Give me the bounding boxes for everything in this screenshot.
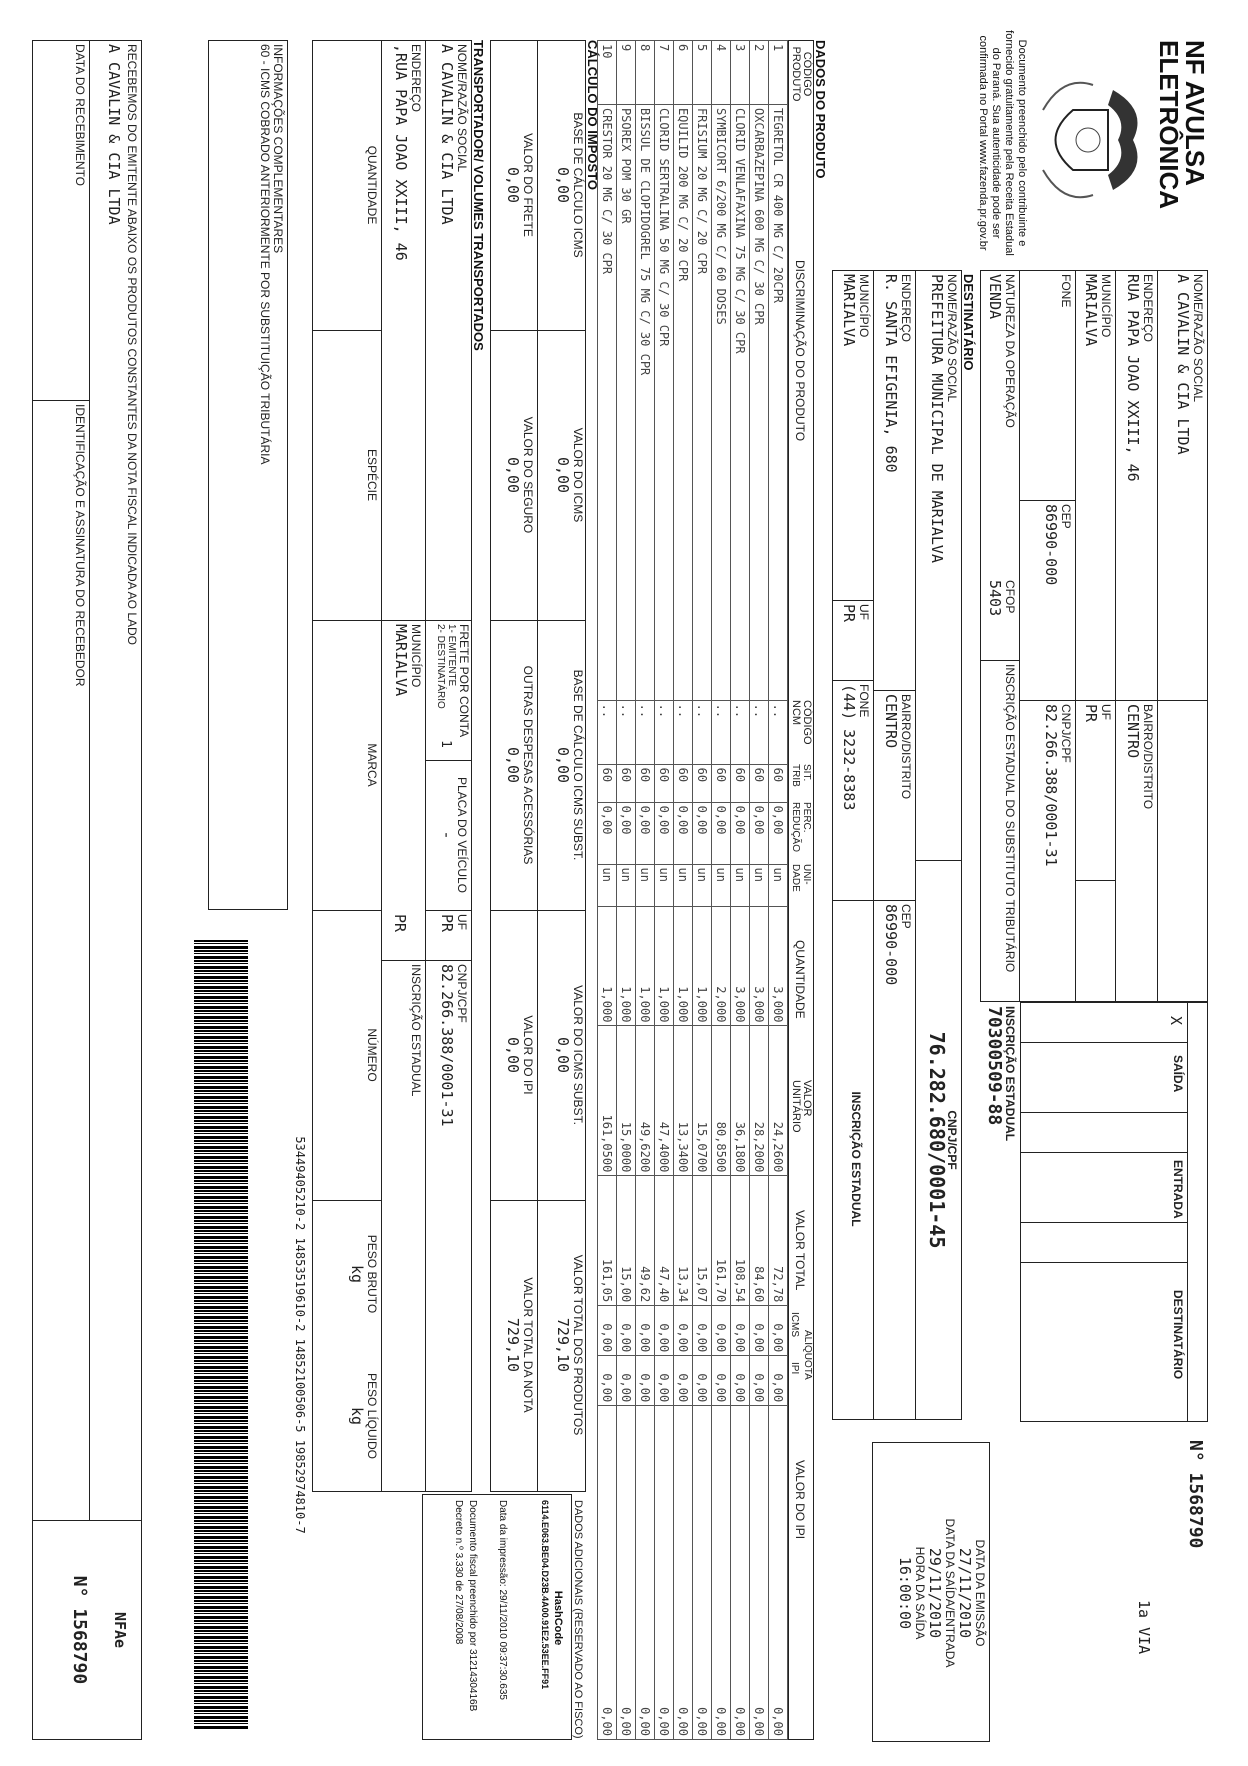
product-cell: 1,000 — [693, 906, 712, 1026]
product-cell: 0,00 — [674, 1406, 693, 1740]
product-cell: 0,00 — [693, 1306, 712, 1356]
transp-endereco: ,RUA PAPA JOAO XXIII, 46 — [392, 44, 410, 261]
product-cell: 60 — [731, 764, 750, 802]
saida-check-mark: X — [1167, 1016, 1185, 1026]
dest-uf: PR — [840, 604, 858, 623]
product-cell: OXCARBAZEPINA 600 MG C/ 30 CPR — [750, 104, 769, 700]
product-cell: 60 — [617, 764, 636, 802]
product-cell: 0,00 — [617, 1356, 636, 1406]
col-discriminacao: DISCRIMINAÇÃO DO PRODUTO — [793, 260, 807, 442]
product-cell: 0,00 — [731, 1356, 750, 1406]
product-cell: 0,00 — [598, 802, 617, 864]
valor-icms-label: VALOR DO ICMS — [571, 427, 585, 523]
impressao-text: Data da impressão: 29/11/2010 09:37:30.635 — [497, 1500, 508, 1700]
product-cell: .. — [731, 700, 750, 764]
product-cell: .. — [693, 700, 712, 764]
product-cell: .. — [636, 700, 655, 764]
valor-icms-value: 0,00 — [554, 456, 572, 494]
product-cell: 47,40 — [655, 1176, 674, 1306]
product-cell: 15,0700 — [693, 1026, 712, 1176]
natureza-label: NATUREZA DA OPERAÇÃO — [1003, 274, 1017, 428]
product-cell: 161,05 — [598, 1176, 617, 1306]
product-cell: 49,62 — [636, 1176, 655, 1306]
dest-cnpj-label: CNPJ/CPF — [945, 1110, 959, 1170]
product-cell: PSOREX POM 30 GR — [617, 104, 636, 700]
dest-cep: 86990-000 — [882, 904, 900, 986]
product-cell: 60 — [655, 764, 674, 802]
product-cell: un — [731, 864, 750, 906]
product-cell: 0,00 — [636, 1306, 655, 1356]
product-cell: 13,34 — [674, 1176, 693, 1306]
outras-value: 0,00 — [504, 746, 522, 784]
product-cell: 0,00 — [674, 1356, 693, 1406]
transp-uf2: PR — [391, 914, 409, 933]
product-cell: .. — [674, 700, 693, 764]
product-cell: .. — [598, 700, 617, 764]
frete-conta-label: FRETE POR CONTA — [457, 624, 471, 738]
product-row — [712, 41, 731, 1740]
product-cell: 10 — [598, 41, 617, 105]
product-cell: 2 — [750, 41, 769, 105]
decreto-text: Decreto n.º 3.330 de 27/08/2008 — [453, 1500, 464, 1645]
product-cell: 0,00 — [636, 802, 655, 864]
product-cell: 0,00 — [769, 1356, 788, 1406]
product-row — [731, 41, 750, 1740]
emitente-endereco: RUA PAPA JOAO XXIII, 46 — [1124, 274, 1142, 482]
product-cell: 13,3400 — [674, 1026, 693, 1176]
product-row — [693, 41, 712, 1740]
product-cell: 6 — [674, 41, 693, 105]
emitente-nome: A CAVALIN & CIA LTDA — [1174, 274, 1192, 455]
title-line2: ELETRÔNICA — [1154, 40, 1184, 209]
product-cell: 0,00 — [655, 802, 674, 864]
col-sit-trib: SIT. TRIB — [790, 764, 812, 787]
product-cell: 60 — [769, 764, 788, 802]
emitente-cnpj-label: CNPJ/CPF — [1059, 704, 1073, 763]
marca-label: MARCA — [365, 743, 379, 787]
product-cell: un — [693, 864, 712, 906]
product-row — [617, 41, 636, 1740]
col-codigo: CÓDIGO PRODUTO — [790, 46, 813, 102]
numero-label: NÚMERO — [365, 1028, 379, 1082]
transp-uf-label: UF — [455, 914, 469, 930]
product-cell: 1,000 — [636, 906, 655, 1026]
col-valor-total: VALOR TOTAL — [793, 1210, 807, 1291]
product-cell: TEGRETOL CR 400 MG C/ 20CPR — [769, 104, 788, 700]
col-ipi: IPI — [789, 1362, 800, 1375]
product-cell: 0,00 — [712, 802, 731, 864]
product-row — [674, 41, 693, 1740]
recibo-emitente: A CAVALIN & CIA LTDA — [105, 44, 123, 225]
product-cell: 0,00 — [769, 1306, 788, 1356]
transp-uf: PR — [438, 914, 456, 933]
product-cell: 0,00 — [636, 1406, 655, 1740]
product-cell: 0,00 — [693, 1406, 712, 1740]
product-cell: 0,00 — [598, 1356, 617, 1406]
product-cell: 28,2000 — [750, 1026, 769, 1176]
base-subst-value: 0,00 — [554, 746, 572, 784]
product-cell: 15,0000 — [617, 1026, 636, 1176]
product-cell: 0,00 — [636, 1356, 655, 1406]
emitente-bairro: CENTRO — [1124, 704, 1142, 759]
product-cell: 161,70 — [712, 1176, 731, 1306]
product-row — [636, 41, 655, 1740]
product-cell: 0,00 — [598, 1306, 617, 1356]
product-cell: .. — [617, 700, 636, 764]
total-prod-label: VALOR TOTAL DOS PRODUTOS — [571, 1254, 585, 1436]
product-cell: 5 — [693, 41, 712, 105]
product-cell: 0,00 — [712, 1356, 731, 1406]
product-cell: un — [712, 864, 731, 906]
recibo-assinatura-label: IDENTIFICAÇÃO E ASSINATURA DO RECEBEDOR — [73, 404, 87, 687]
peso-bruto-value: kg — [348, 1264, 366, 1284]
emitente-uf: PR — [1082, 704, 1100, 723]
product-cell: 80,8500 — [712, 1026, 731, 1176]
product-cell: 4 — [712, 41, 731, 105]
transp-municipio-label: MUNICÍPIO — [409, 624, 423, 688]
frete-label: VALOR DO FRETE — [521, 133, 535, 237]
col-aliquota: ALÍQUOTA — [802, 1330, 813, 1380]
frete-opt-emitente: 1- EMITENTE — [446, 624, 457, 687]
product-cell: 1,000 — [617, 906, 636, 1026]
col-quantidade: QUANTIDADE — [793, 940, 807, 1019]
preenchido-text: Documento fiscal preenchido por 3121430416B — [467, 1500, 478, 1712]
product-cell: 0,00 — [750, 1306, 769, 1356]
destinatario-tipo-label: DESTINATÁRIO — [1171, 1290, 1185, 1380]
product-cell: 108,54 — [731, 1176, 750, 1306]
base-icms-value: 0,00 — [554, 166, 572, 204]
product-cell: 1 — [769, 41, 788, 105]
product-cell: 0,00 — [731, 1406, 750, 1740]
emitente-insc-label: INSCRIÇÃO ESTADUAL — [1003, 1006, 1017, 1142]
outras-label: OUTRAS DESPESAS ACESSÓRIAS — [521, 665, 535, 865]
entrada-label: ENTRADA — [1171, 1160, 1185, 1219]
transportador-section-title: TRANSPORTADOR/ VOLUMES TRANSPORTADOS — [471, 40, 486, 351]
product-cell: 0,00 — [769, 802, 788, 864]
nf-number: N° 1568790 — [1185, 1440, 1206, 1549]
col-unidade: UNI-DADE — [790, 864, 812, 892]
product-cell: .. — [655, 700, 674, 764]
product-cell: EQUILID 200 MG C/ 20 CPR — [674, 104, 693, 700]
dest-uf-label: UF — [857, 604, 871, 620]
product-cell: 24,2600 — [769, 1026, 788, 1176]
product-cell: 0,00 — [712, 1406, 731, 1740]
product-cell: 0,00 — [674, 802, 693, 864]
saida-data-label: DATA DA SAÍDA/ENTRADA — [943, 1518, 957, 1668]
product-cell: 0,00 — [655, 1356, 674, 1406]
product-cell: 15,07 — [693, 1176, 712, 1306]
product-cell: 0,00 — [598, 1406, 617, 1740]
product-cell: 60 — [598, 764, 617, 802]
info-label: INFORMAÇÕES COMPLEMENTARES — [271, 44, 285, 254]
peso-liquido-label: PESO LÍQUIDO — [365, 1372, 379, 1460]
product-cell: 0,00 — [750, 802, 769, 864]
product-cell: 0,00 — [655, 1406, 674, 1740]
frete-conta-value: 1 — [438, 740, 453, 748]
product-cell: 60 — [693, 764, 712, 802]
product-cell: un — [617, 864, 636, 906]
dest-fone: (44) 3232-8383 — [840, 684, 858, 811]
product-cell: 60 — [712, 764, 731, 802]
product-cell: un — [750, 864, 769, 906]
product-cell: CRESTOR 20 MG C/ 30 CPR — [598, 104, 617, 700]
transp-nome-label: NOME/RAZÃO SOCIAL — [455, 44, 469, 173]
total-nota-label: VALOR TOTAL DA NOTA — [521, 1277, 535, 1413]
col-valor-unitario: VALOR UNITÁRIO — [790, 1080, 813, 1133]
product-cell: .. — [750, 700, 769, 764]
base-subst-label: BASE DE CÁLCULO ICMS SUBST. — [571, 669, 585, 861]
emitente-cep: 86990-000 — [1042, 504, 1060, 586]
seguro-label: VALOR DO SEGURO — [521, 416, 535, 534]
ipi-value: 0,00 — [504, 1036, 522, 1074]
via-label: 1a VIA — [1135, 1600, 1153, 1655]
frete-value: 0,00 — [504, 166, 522, 204]
recibo-numero: N° 1568790 — [69, 1575, 90, 1685]
product-cell: 60 — [636, 764, 655, 802]
product-cell: 3 — [731, 41, 750, 105]
cfop-label: CFOP — [1003, 580, 1017, 614]
transp-nome: A CAVALIN & CIA LTDA — [438, 44, 456, 225]
saida-label: SAÍDA — [1171, 1055, 1185, 1093]
hora-value: 16:00:00 — [896, 1556, 914, 1630]
product-cell: CLORID VENLAFAXINA 75 MG C/ 30 CPR — [731, 104, 750, 700]
barcode-icon — [194, 940, 248, 1730]
col-icms: ICMS — [789, 1312, 800, 1337]
hash-value: 6114.E063.BE04.D23B.4A00.91E2.53EE.FF91 — [540, 1500, 550, 1690]
product-cell: 161,0500 — [598, 1026, 617, 1176]
product-cell: 0,00 — [693, 802, 712, 864]
product-cell: 47,4000 — [655, 1026, 674, 1176]
dest-cnpj: 76.282.680/0001-45 — [925, 1031, 949, 1249]
product-cell: .. — [712, 700, 731, 764]
emissao-label: DATA DA EMISSÃO — [973, 1539, 987, 1647]
dest-fone-label: FONE — [857, 684, 871, 718]
emitente-fone-label: FONE — [1059, 274, 1073, 308]
transp-cnpj: 82.266.388/0001-31 — [438, 964, 456, 1127]
peso-bruto-label: PESO BRUTO — [365, 1234, 379, 1314]
fisco-label: DADOS ADICIONAIS (RESERVADO AO FISCO) — [572, 1500, 584, 1739]
product-cell: 3,000 — [750, 906, 769, 1026]
dest-bairro-label: BAIRRO/DISTRITO — [899, 694, 913, 800]
quantidade-label: QUANTIDADE — [365, 145, 379, 225]
info-text: 60 - ICMS COBRADO ANTERIORMENTE POR SUBSTITUIÇÃO TRIBUTÁRIA — [258, 44, 272, 465]
product-cell: 8 — [636, 41, 655, 105]
peso-liquido-value: kg — [348, 1406, 366, 1426]
product-cell: 3,000 — [769, 906, 788, 1026]
emitente-uf-label: UF — [1099, 704, 1113, 720]
emitente-cep-label: CEP — [1059, 504, 1073, 529]
emitente-bairro-label: BAIRRO/DISTRITO — [1141, 704, 1155, 810]
product-row — [769, 41, 788, 1740]
dest-endereco-label: ENDEREÇO — [899, 274, 913, 343]
product-cell: 0,00 — [617, 1306, 636, 1356]
emitente-municipio-label: MUNICÍPIO — [1099, 274, 1113, 338]
product-cell: 84,60 — [750, 1176, 769, 1306]
product-cell: SYMBICORT 6/200 MG C/ 60 DOSES — [712, 104, 731, 700]
product-cell: 0,00 — [655, 1306, 674, 1356]
product-cell: 0,00 — [693, 1356, 712, 1406]
product-cell: 1,000 — [655, 906, 674, 1026]
dest-insc-label: INSCRIÇÃO ESTADUAL — [849, 1091, 863, 1227]
transp-cnpj-label: CNPJ/CPF — [455, 964, 469, 1023]
imposto-section-title: CÁLCULO DO IMPOSTO — [585, 40, 600, 190]
hora-label: HORA DA SAÍDA — [913, 1546, 927, 1640]
col-perc-reducao: PERC. REDUÇÃO — [790, 802, 812, 853]
product-cell: 60 — [674, 764, 693, 802]
dest-bairro: CENTRO — [882, 694, 900, 749]
product-cell: 0,00 — [617, 1406, 636, 1740]
product-cell: 15,00 — [617, 1176, 636, 1306]
barcode-text: 53449405210-2 14853519610-2 14852100506-5 19852974810-7 — [293, 1136, 307, 1534]
product-cell: 0,00 — [731, 1306, 750, 1356]
product-cell: un — [674, 864, 693, 906]
emitente-endereco-label: ENDEREÇO — [1141, 274, 1155, 343]
product-cell: 1,000 — [674, 906, 693, 1026]
product-cell: 72,78 — [769, 1176, 788, 1306]
dest-cep-label: CEP — [899, 904, 913, 929]
total-nota-value: 729,10 — [504, 1317, 522, 1373]
recibo-tipo: NFAe — [111, 1611, 129, 1649]
product-cell: 0,00 — [712, 1306, 731, 1356]
frete-opt-destinatario: 2- DESTINATÁRIO — [435, 624, 446, 709]
ipi-label: VALOR DO IPI — [521, 1015, 535, 1095]
authenticity-notice: Documento preenchido pelo contribuinte e fornecido gratuitamente pela Receita Estadual do Paraná. Sua autenticidade pode ser confirmada no Portal www.fazenda.pr.gov.br — [977, 30, 1028, 256]
product-row — [598, 41, 617, 1740]
dest-municipio-label: MUNICÍPIO — [857, 274, 871, 338]
product-cell: 0,00 — [769, 1406, 788, 1740]
placa-label: PLACA DO VEÍCULO — [455, 776, 469, 894]
parana-coat-of-arms-icon — [1033, 70, 1153, 210]
dest-municipio: MARIALVA — [840, 274, 858, 347]
product-cell: 2,000 — [712, 906, 731, 1026]
product-cell: un — [636, 864, 655, 906]
title — [1156, 40, 1208, 260]
product-cell: 3,000 — [731, 906, 750, 1026]
emitente-cnpj: 82.266.388/0001-31 — [1042, 704, 1060, 867]
product-cell: FRISIUM 20 MG C/ 20 CPR — [693, 104, 712, 700]
product-cell: 0,00 — [731, 802, 750, 864]
product-cell: 0,00 — [750, 1406, 769, 1740]
hash-label: HashCode — [552, 1590, 564, 1646]
emitente-municipio: MARIALVA — [1082, 274, 1100, 347]
product-cell: 0,00 — [674, 1306, 693, 1356]
product-row — [750, 41, 769, 1740]
dest-endereco: R. SANTA EFIGENIA, 680 — [882, 274, 900, 473]
insc-subst-label: INSCRIÇÃO ESTADUAL DO SUBSTITUTO TRIBUTÁRIO — [1003, 664, 1017, 973]
product-cell: 60 — [750, 764, 769, 802]
natureza-value: VENDA — [986, 274, 1004, 320]
emitente-insc: 70300509-88 — [984, 1006, 1005, 1126]
recibo-data-label: DATA DO RECEBIMENTO — [73, 44, 87, 187]
product-cell: 7 — [655, 41, 674, 105]
transp-municipio: MARIALVA — [392, 624, 410, 697]
especie-label: ESPÉCIE — [365, 448, 379, 502]
col-ncm: CÓDIGO NCM — [790, 700, 813, 745]
product-cell: 0,00 — [750, 1356, 769, 1406]
cfop-value: 5403 — [986, 580, 1004, 617]
transp-insc-label: INSCRIÇÃO ESTADUAL — [409, 964, 423, 1097]
seguro-value: 0,00 — [504, 456, 522, 494]
placa-value: - — [438, 830, 456, 840]
valor-subst-value: 0,00 — [554, 1036, 572, 1074]
emissao-value: 27/11/2010 — [956, 1547, 974, 1639]
destinatario-section-title: DESTINATÁRIO — [961, 274, 976, 371]
product-cell: 1,000 — [598, 906, 617, 1026]
product-cell: 36,1800 — [731, 1026, 750, 1176]
dest-nome-label: NOME/RAZÃO SOCIAL — [945, 274, 959, 403]
product-cell: un — [655, 864, 674, 906]
produtos-section-title: DADOS DO PRODUTO — [813, 40, 828, 179]
transp-endereco-label: ENDEREÇO — [409, 44, 423, 113]
product-cell: 49,6200 — [636, 1026, 655, 1176]
total-prod-value: 729,10 — [554, 1317, 572, 1373]
dest-nome: PREFEITURA MUNICIPAL DE MARIALVA — [928, 274, 946, 563]
product-cell: .. — [769, 700, 788, 764]
recibo-texto: RECEBEMOS DO EMITENTE ABAIXO OS PRODUTOS CONSTANTES DA NOTA FISCAL INDICADA AO LADO — [125, 44, 139, 646]
product-cell: 0,00 — [617, 802, 636, 864]
col-valor-ipi: VALOR DO IPI — [793, 1460, 807, 1540]
title-line1: NF AVULSA — [1180, 40, 1210, 186]
product-cell: 9 — [617, 41, 636, 105]
saida-data-value: 29/11/2010 — [926, 1547, 944, 1639]
product-cell: un — [598, 864, 617, 906]
emitente-nome-label: NOME/RAZÃO SOCIAL — [1191, 274, 1205, 403]
product-cell: un — [769, 864, 788, 906]
valor-subst-label: VALOR DO ICMS SUBST. — [571, 985, 585, 1125]
product-cell: CLORID SERTRALINA 50 MG C/ 30 CPR — [655, 104, 674, 700]
product-cell: BISSUL DE CLOPIDOGREL 75 MG C/ 30 CPR — [636, 104, 655, 700]
produtos-table — [597, 40, 788, 1740]
base-icms-label: BASE DE CÁLCULO ICMS — [571, 112, 585, 258]
product-row — [655, 41, 674, 1740]
